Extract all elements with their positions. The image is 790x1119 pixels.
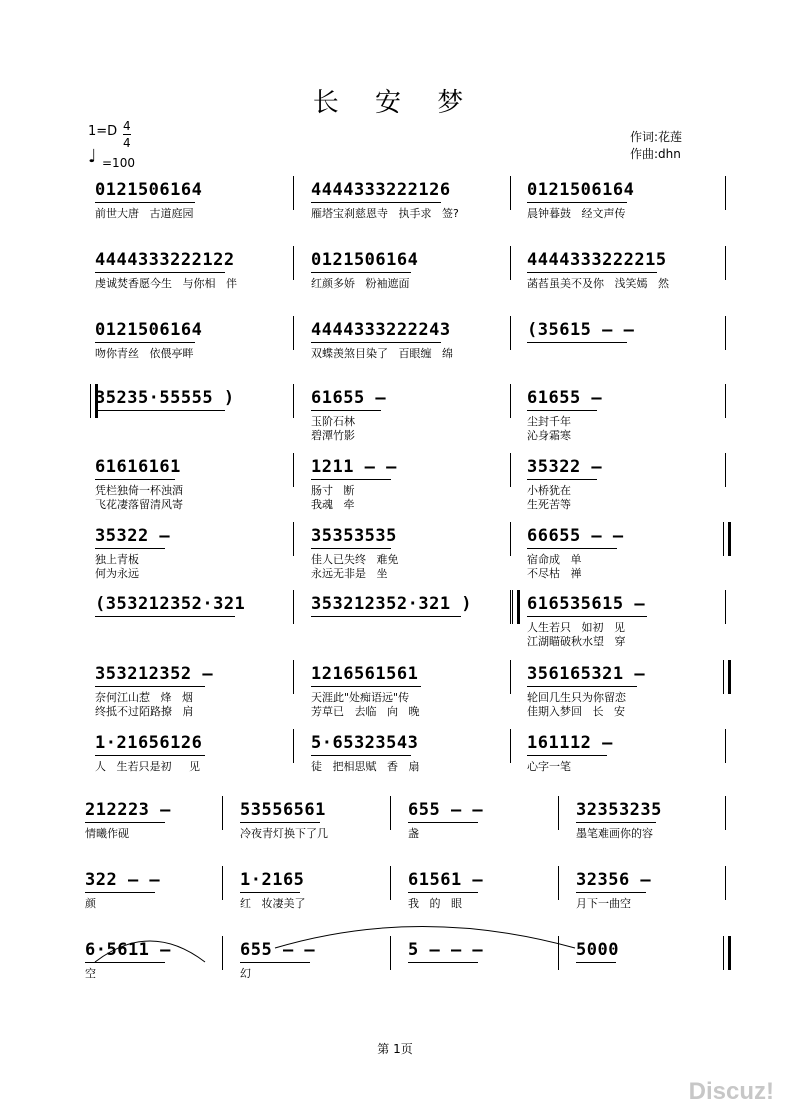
lyric-text: 菡萏虽美不及你 浅笑嫣 然: [527, 277, 669, 290]
beam-line: [95, 686, 205, 687]
lyric-text: 宿命成 单 不尽枯 禅: [527, 553, 582, 580]
measure-notes: 1211 — —: [311, 457, 397, 477]
barline: [725, 796, 726, 830]
quarter-note-icon: ♩: [88, 146, 97, 167]
beam-line: [311, 616, 461, 617]
lyric-text: 玉阶石林 碧潭竹影: [311, 415, 355, 442]
lyric-text: 人生若只 如初 见 江湖瞄破秋水望 穿: [527, 621, 626, 648]
lyric-text: 红颜多娇 粉袖遮面: [311, 277, 410, 290]
beam-line: [95, 548, 165, 549]
beam-line: [311, 342, 441, 343]
tempo-marking: =100: [102, 156, 135, 170]
beam-line: [311, 755, 411, 756]
beam-line: [85, 822, 165, 823]
lyric-text: 空: [85, 967, 96, 980]
composer-credit: 作曲:dhn: [630, 147, 681, 161]
beam-line: [240, 892, 300, 893]
beam-line: [95, 410, 225, 411]
barline: [390, 936, 391, 970]
lyric-text: 红 妆凄美了: [240, 897, 306, 910]
barline: [725, 866, 726, 900]
beam-line: [95, 755, 205, 756]
barline: [558, 936, 559, 970]
lyric-text: 前世大唐 古道庭园: [95, 207, 194, 220]
beam-line: [311, 410, 381, 411]
measure-notes: 61616161: [95, 457, 181, 477]
beam-line: [240, 822, 320, 823]
measure-notes: 212223 —: [85, 800, 171, 820]
repeat-barline: [512, 590, 520, 624]
repeat-barline: [90, 384, 98, 418]
beam-line: [311, 272, 411, 273]
time-signature-bottom: 4: [123, 136, 131, 150]
lyric-text: 小桥犹在 生死苦等: [527, 484, 571, 511]
lyric-text: 佳人已失终 难免 永远无非是 坐: [311, 553, 399, 580]
lyric-text: 心字一笔: [527, 760, 571, 773]
barline: [293, 176, 294, 210]
lyric-text: 双蝶羡煞目染了 百眼缠 绵: [311, 347, 453, 360]
measure-notes: 61655 —: [527, 388, 603, 408]
key-signature: 1=D: [88, 124, 118, 139]
barline: [510, 246, 511, 280]
page-number: 第 1页: [377, 1042, 413, 1056]
lyric-text: 情曦作砚: [85, 827, 129, 840]
measure-notes: 35322 —: [527, 457, 603, 477]
lyricist-credit: 作词:花莲: [630, 130, 683, 144]
lyric-text: 人 生若只是初 见: [95, 760, 200, 773]
barline: [390, 866, 391, 900]
lyric-text: 盏: [408, 827, 419, 840]
barline: [510, 590, 511, 624]
measure-notes: 35322 —: [95, 526, 171, 546]
beam-line: [527, 616, 647, 617]
measure-notes: 1·2165: [240, 870, 305, 890]
measure-notes: 12165615​61: [311, 664, 419, 684]
lyric-text: 虔诚焚香愿今生 与你相 伴: [95, 277, 237, 290]
measure-notes: 4444333222126: [311, 180, 451, 200]
beam-line: [240, 962, 310, 963]
lyric-text: 雁塔宝刹慈恩寺 执手求 签?: [311, 207, 459, 220]
lyric-text: 晨钟暮鼓 经文声传: [527, 207, 626, 220]
lyric-text: 我 的 眼: [408, 897, 462, 910]
barline: [222, 936, 223, 970]
barline: [510, 522, 511, 556]
barline: [510, 176, 511, 210]
measure-notes: 32356 —: [576, 870, 652, 890]
lyric-text: 颜: [85, 897, 96, 910]
barline: [510, 384, 511, 418]
measure-notes: 61653561​5 —: [527, 594, 646, 614]
measure-notes: 0121506164: [95, 180, 203, 200]
measure-notes: 66655 — —: [527, 526, 624, 546]
measure-notes: 5000: [576, 940, 619, 960]
lyric-text: 独上青板 何为永远: [95, 553, 139, 580]
lyric-text: 幻: [240, 967, 251, 980]
barline: [293, 246, 294, 280]
barline: [725, 729, 726, 763]
barline: [558, 866, 559, 900]
beam-line: [311, 479, 391, 480]
barline: [725, 316, 726, 350]
barline: [293, 590, 294, 624]
barline: [222, 866, 223, 900]
measure-notes: 1·2165612​6: [95, 733, 203, 753]
measure-notes: 53556561: [240, 800, 326, 820]
beam-line: [311, 548, 391, 549]
barline: [293, 660, 294, 694]
measure-notes: 61655 —: [311, 388, 387, 408]
barline: [725, 384, 726, 418]
beam-line: [408, 892, 478, 893]
beam-line: [95, 479, 175, 480]
beam-line: [95, 616, 235, 617]
beam-line: [527, 755, 607, 756]
measure-notes: 5·65323543: [311, 733, 419, 753]
measure-notes: 35235·55555 ): [95, 388, 235, 408]
measure-notes: (35615 — —: [527, 320, 635, 340]
lyric-text: 冷夜青灯换下了几: [240, 827, 328, 840]
barline: [293, 316, 294, 350]
lyric-text: 尘封千年 沁身霜寒: [527, 415, 571, 442]
beam-line: [95, 202, 195, 203]
measure-notes: 353212352 —: [95, 664, 214, 684]
measure-notes: 655 — —: [240, 940, 316, 960]
song-title: 长 安 梦: [312, 88, 478, 118]
beam-line: [85, 892, 155, 893]
beam-line: [408, 962, 478, 963]
beam-line: [95, 272, 225, 273]
barline: [293, 522, 294, 556]
measure-notes: 5 — — —: [408, 940, 484, 960]
end-barline: [723, 660, 731, 694]
beam-line: [311, 202, 441, 203]
time-signature: [123, 118, 131, 151]
barline: [510, 729, 511, 763]
measure-notes: 4444333222243: [311, 320, 451, 340]
beam-line: [527, 479, 597, 480]
measure-notes: (353212352·321: [95, 594, 246, 614]
barline: [510, 660, 511, 694]
beam-line: [576, 822, 656, 823]
measure-notes: 356165321 —: [527, 664, 646, 684]
barline: [293, 453, 294, 487]
time-signature-top: 4: [123, 119, 131, 133]
lyric-text: 徒 把相思赋 香 扇: [311, 760, 420, 773]
end-barline: [723, 522, 731, 556]
beam-line: [311, 686, 421, 687]
lyric-text: 墨笔难画你的容: [576, 827, 653, 840]
lyric-text: 凭栏独倚一杯浊酒 飞花凄落留清风寄: [95, 484, 183, 511]
beam-line: [408, 822, 478, 823]
measure-notes: 353212352·321 ): [311, 594, 473, 614]
lyric-text: 轮回几生只为你留恋 佳期入梦回 长 安: [527, 691, 626, 718]
measure-notes: 4444333222122: [95, 250, 235, 270]
barline: [725, 590, 726, 624]
measure-notes: 61561 —: [408, 870, 484, 890]
measure-notes: 655 — —: [408, 800, 484, 820]
lyric-text: 月下一曲空: [576, 897, 631, 910]
beam-line: [527, 272, 657, 273]
measure-notes: 161112 —: [527, 733, 613, 753]
beam-line: [85, 962, 165, 963]
lyric-text: 吻你青丝 依偎亭畔: [95, 347, 194, 360]
beam-line: [527, 202, 627, 203]
barline: [725, 176, 726, 210]
measure-notes: 6·5611 —: [85, 940, 171, 960]
beam-line: [576, 962, 616, 963]
watermark: Discuz!: [688, 1078, 774, 1105]
barline: [725, 246, 726, 280]
beam-line: [527, 342, 627, 343]
measure-notes: 0121506164: [95, 320, 203, 340]
barline: [222, 796, 223, 830]
barline: [510, 453, 511, 487]
beam-line: [527, 686, 637, 687]
measure-notes: 322 — —: [85, 870, 161, 890]
barline: [558, 796, 559, 830]
end-barline: [723, 936, 731, 970]
beam-line: [95, 342, 195, 343]
barline: [390, 796, 391, 830]
measure-notes: 35353535: [311, 526, 397, 546]
measure-notes: 4444333222215: [527, 250, 667, 270]
measure-notes: 0121506164: [527, 180, 635, 200]
lyric-text: 肠寸 断 我魂 牵: [311, 484, 355, 511]
measure-notes: 0121506164: [311, 250, 419, 270]
measure-notes: 32353235: [576, 800, 662, 820]
beam-line: [576, 892, 646, 893]
beam-line: [527, 410, 597, 411]
beam-line: [527, 548, 617, 549]
barline: [510, 316, 511, 350]
lyric-text: 奈何江山惹 烽 烟 终抵不过陌路撩 肩: [95, 691, 194, 718]
barline: [293, 729, 294, 763]
barline: [725, 453, 726, 487]
barline: [293, 384, 294, 418]
lyric-text: 天涯此"处痴语远"传 芳草已 去临 向 晚: [311, 691, 420, 718]
